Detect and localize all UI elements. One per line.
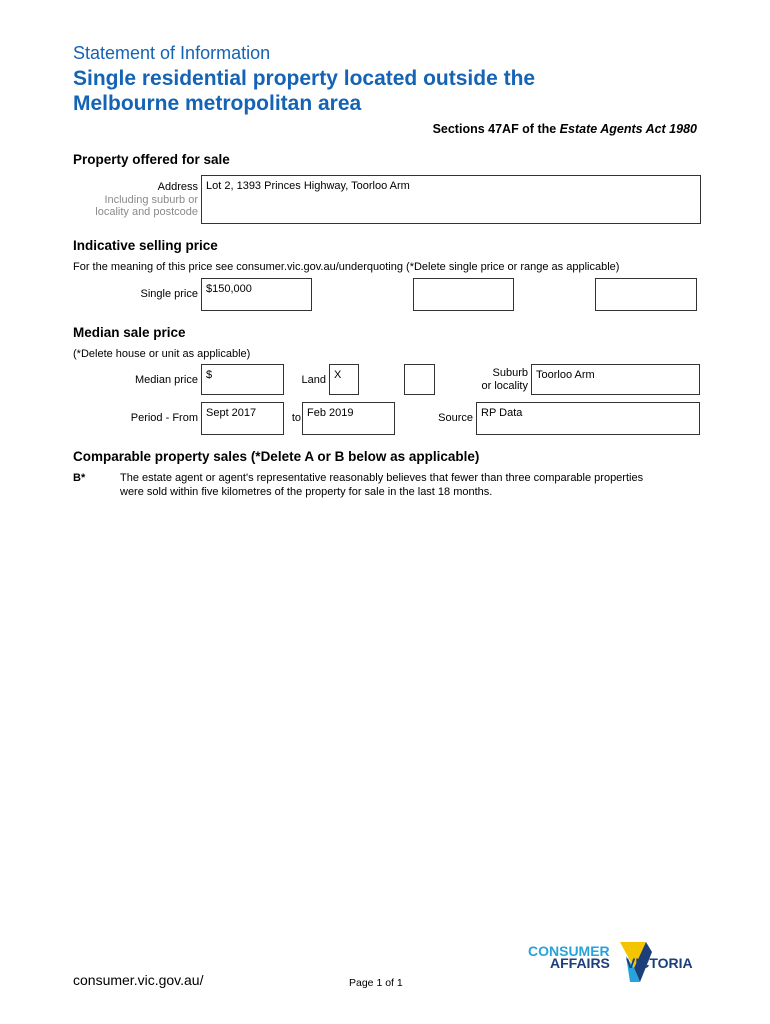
source-label: Source <box>438 412 473 424</box>
comparable-text-line-2: were sold within five kilometres of the property for sale in the last 18 months. <box>120 485 493 498</box>
range-low-field[interactable] <box>413 278 514 311</box>
address-label: Address <box>157 181 198 193</box>
address-sublabel-1: Including suburb or <box>104 193 198 206</box>
legislation-prefix: Sections 47AF of the <box>432 122 560 136</box>
property-heading: Property offered for sale <box>73 152 230 167</box>
period-from-label: Period - From <box>130 412 198 424</box>
comparable-text <box>120 472 643 499</box>
address-field[interactable]: Lot 2, 1393 Princes Highway, Toorloo Arm <box>201 175 701 224</box>
median-heading: Median sale price <box>73 325 186 340</box>
suburb-field[interactable]: Toorloo Arm <box>531 364 700 395</box>
logo-text-affairs: AFFAIRS <box>550 955 610 971</box>
consumer-affairs-victoria-logo <box>528 942 703 986</box>
page-number: Page 1 of 1 <box>349 977 403 989</box>
indicative-heading: Indicative selling price <box>73 238 218 253</box>
document-title-line-2: Melbourne metropolitan area <box>73 92 362 115</box>
unit-field[interactable] <box>404 364 435 395</box>
document-title-line-1: Single residential property located outside the <box>73 67 536 90</box>
median-price-label: Median price <box>135 374 198 386</box>
logo-text-consumer: CONSUMER <box>528 943 610 959</box>
period-from-field[interactable]: Sept 2017 <box>201 402 284 435</box>
land-label: Land <box>301 374 326 386</box>
single-price-field[interactable]: $150,000 <box>201 278 312 311</box>
period-to-label: to <box>291 412 301 424</box>
comparable-heading: Comparable property sales (*Delete A or B below as applicable) <box>73 449 480 464</box>
range-high-field[interactable] <box>595 278 697 311</box>
land-field[interactable]: X <box>329 364 359 395</box>
footer-url: consumer.vic.gov.au/ <box>73 972 204 988</box>
indicative-note: For the meaning of this price see consumer.vic.gov.au/underquoting (*Delete single price or range as applicable) <box>73 261 620 273</box>
logo-text-victoria: VICTORIA <box>626 955 693 971</box>
median-price-field[interactable]: $ <box>201 364 284 395</box>
suburb-label-1: Suburb <box>492 367 528 379</box>
suburb-label-group <box>440 367 528 393</box>
single-price-label: Single price <box>140 288 198 300</box>
suburb-label-2: or locality <box>481 380 528 392</box>
legislation-reference <box>433 122 697 136</box>
legislation-act: Estate Agents Act 1980 <box>559 122 697 136</box>
source-field[interactable]: RP Data <box>476 402 700 435</box>
document-title <box>73 66 535 116</box>
period-to-field[interactable]: Feb 2019 <box>302 402 395 435</box>
document-kicker: Statement of Information <box>73 43 271 63</box>
comparable-text-line-1: The estate agent or agent's representative reasonably believes that fewer than three comparable properties <box>120 472 644 484</box>
address-label-group <box>60 181 198 219</box>
comparable-marker: B* <box>73 472 86 484</box>
median-note: (*Delete house or unit as applicable) <box>73 348 251 360</box>
address-sublabel-2: locality and postcode <box>95 206 198 218</box>
